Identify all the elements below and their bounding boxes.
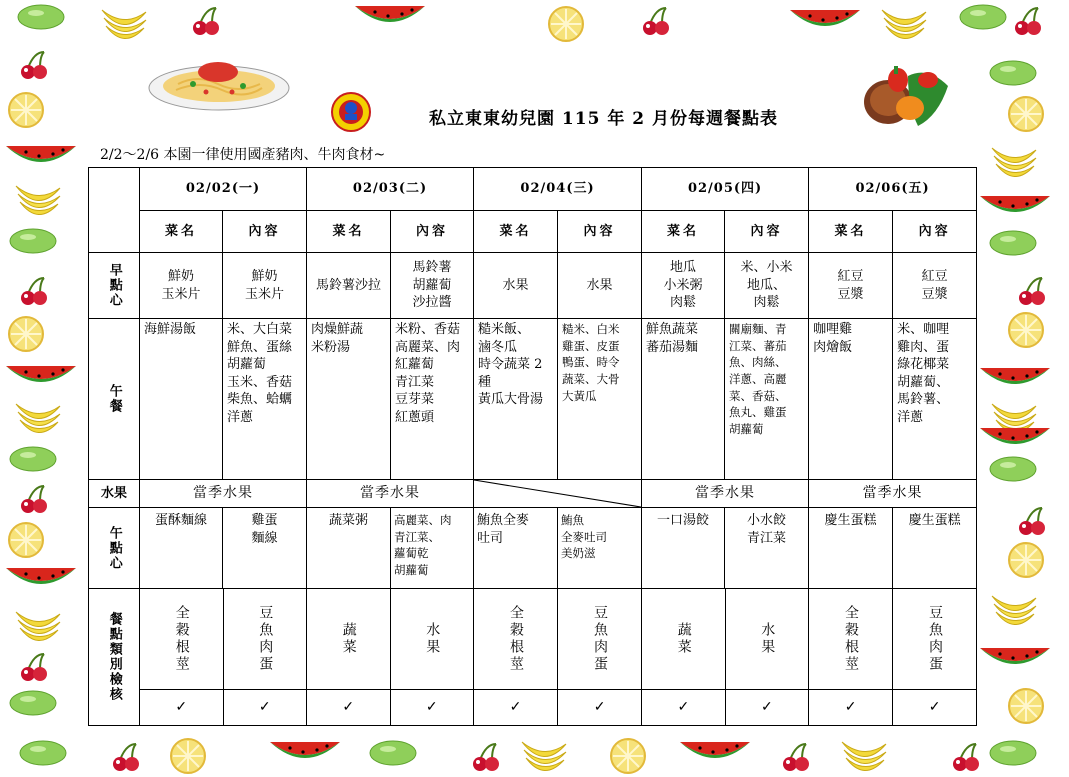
row-label-lunch: 午餐 <box>89 319 140 480</box>
check-group <box>642 690 809 726</box>
check-group <box>474 690 642 726</box>
snack-content: 小水餃 青江菜 <box>725 508 809 589</box>
breakfast-dish: 馬鈴薯沙拉 <box>307 253 391 319</box>
category-group <box>140 589 307 690</box>
category-fruit: 水果 <box>759 622 776 656</box>
dish-name-header: 菜名 <box>642 211 725 253</box>
lunch-content: 米粉、香菇 高麗菜、肉 紅蘿蔔 青江菜 豆芽菜 紅蔥頭 <box>391 319 474 480</box>
category-group <box>642 589 809 690</box>
lunch-dish: 肉燥鮮蔬 米粉湯 <box>307 319 391 480</box>
fruit-cell: 當季水果 <box>307 480 474 508</box>
check-mark: ✓ <box>760 699 773 716</box>
breakfast-content: 鮮奶 玉米片 <box>223 253 307 319</box>
category-vegetables: 蔬菜 <box>340 622 357 656</box>
category-grains: 全穀根莖 <box>507 605 524 673</box>
row-label-check: 餐點類別檢核 <box>89 589 140 726</box>
snack-content: 雞蛋 麵線 <box>223 508 307 589</box>
check-mark: ✓ <box>140 690 224 725</box>
category-group <box>474 589 642 690</box>
school-logo <box>331 92 371 132</box>
fruit-cell: 當季水果 <box>809 480 977 508</box>
breakfast-content: 水果 <box>558 253 642 319</box>
check-mark: ✓ <box>809 690 893 725</box>
dish-name-header: 菜名 <box>809 211 893 253</box>
snack-content: 鮪魚 全麥吐司 美奶滋 <box>558 508 642 589</box>
lunch-dish: 海鮮湯飯 <box>140 319 223 480</box>
category-protein: 豆魚肉蛋 <box>927 605 944 673</box>
fruit-cell-empty <box>474 480 642 508</box>
afternoon-snack-row <box>89 508 977 589</box>
lunch-dish: 鮮魚蔬菜 蕃茄湯麵 <box>642 319 725 480</box>
sub-header-row <box>89 211 977 253</box>
check-mark: ✓ <box>474 690 558 725</box>
lunch-content: 米、大白菜 鮮魚、蛋絲 胡蘿蔔 玉米、香菇 柴魚、蛤蠣 洋蔥 <box>223 319 307 480</box>
snack-content: 慶生蛋糕 <box>893 508 977 589</box>
lunch-dish: 糙米飯、 滷冬瓜 時令蔬菜 2 種 黃瓜大骨湯 <box>474 319 558 480</box>
check-group <box>140 690 307 726</box>
row-label-breakfast: 早點心 <box>89 253 140 319</box>
date-header: 02/04(三) <box>474 168 642 211</box>
check-mark: ✓ <box>258 699 271 716</box>
date-header: 02/03(二) <box>307 168 474 211</box>
checkmark-row <box>89 690 977 726</box>
vegetables-illustration <box>858 56 954 132</box>
weekly-menu-table <box>88 167 977 726</box>
check-mark: ✓ <box>928 699 941 716</box>
category-grains: 全穀根莖 <box>843 605 860 673</box>
diagonal-line <box>474 480 641 507</box>
lunch-dish: 咖哩雞 肉燴飯 <box>809 319 893 480</box>
breakfast-dish: 鮮奶 玉米片 <box>140 253 223 319</box>
corner-cell <box>89 168 140 253</box>
breakfast-dish: 紅豆 豆漿 <box>809 253 893 319</box>
fruit-row <box>89 480 977 508</box>
breakfast-row <box>89 253 977 319</box>
snack-dish: 鮪魚全麥 吐司 <box>474 508 558 589</box>
dish-name-header: 菜名 <box>140 211 223 253</box>
content-header: 內容 <box>893 211 977 253</box>
dish-name-header: 菜名 <box>307 211 391 253</box>
fruit-cell: 當季水果 <box>140 480 307 508</box>
notice-text: 2/2～2/6 本園一律使用國產豬肉、牛肉食材~ <box>100 147 386 163</box>
content-header: 內容 <box>391 211 474 253</box>
category-protein: 豆魚肉蛋 <box>592 605 608 673</box>
dish-name-header: 菜名 <box>474 211 558 253</box>
date-header: 02/05(四) <box>642 168 809 211</box>
category-grains: 全穀根莖 <box>173 605 190 673</box>
pasta-plate-illustration <box>148 54 290 112</box>
lunch-content: 關廟麵、青 江菜、蕃茄 魚、肉絲、 洋蔥、高麗 菜、香菇、 魚丸、雞蛋 胡蘿蔔 <box>725 319 809 480</box>
breakfast-content: 米、小米 地瓜、 肉鬆 <box>725 253 809 319</box>
check-mark: ✓ <box>642 690 726 725</box>
category-row <box>89 589 977 690</box>
check-mark: ✓ <box>593 699 606 716</box>
check-group <box>809 690 977 726</box>
content-header: 內容 <box>725 211 809 253</box>
category-group <box>307 589 474 690</box>
row-label-snack: 午點心 <box>89 508 140 589</box>
page-title: 私立東東幼兒園 115 年 2 月份每週餐點表 <box>429 109 778 129</box>
breakfast-dish: 地瓜 小米粥 肉鬆 <box>642 253 725 319</box>
category-protein: 豆魚肉蛋 <box>257 605 274 673</box>
row-label-fruit: 水果 <box>89 480 140 508</box>
date-header: 02/06(五) <box>809 168 977 211</box>
category-vegetables: 蔬菜 <box>675 622 692 656</box>
snack-content: 高麗菜、肉 青江菜、 蘿蔔乾 胡蘿蔔 <box>391 508 474 589</box>
snack-dish: 慶生蛋糕 <box>809 508 893 589</box>
check-mark: ✓ <box>425 699 438 716</box>
content-header: 內容 <box>558 211 642 253</box>
check-group <box>307 690 474 726</box>
lunch-content: 糙米、白米 雞蛋、皮蛋 鴨蛋、時令 蔬菜、大骨 大黃瓜 <box>558 319 642 480</box>
check-mark: ✓ <box>307 690 391 725</box>
lunch-row <box>89 319 977 480</box>
breakfast-content: 紅豆 豆漿 <box>893 253 977 319</box>
breakfast-content: 馬鈴薯 胡蘿蔔 沙拉醬 <box>391 253 474 319</box>
breakfast-dish: 水果 <box>474 253 558 319</box>
fruit-cell: 當季水果 <box>642 480 809 508</box>
snack-dish: 一口湯餃 <box>642 508 725 589</box>
category-group <box>809 589 977 690</box>
lunch-content: 米、咖哩 雞肉、蛋 綠花椰菜 胡蘿蔔、 馬鈴薯、 洋蔥 <box>893 319 977 480</box>
category-fruit: 水果 <box>424 622 441 656</box>
date-header: 02/02(一) <box>140 168 307 211</box>
date-header-row <box>89 168 977 211</box>
content-header: 內容 <box>223 211 307 253</box>
snack-dish: 蔬菜粥 <box>307 508 391 589</box>
snack-dish: 蛋酥麵線 <box>140 508 223 589</box>
